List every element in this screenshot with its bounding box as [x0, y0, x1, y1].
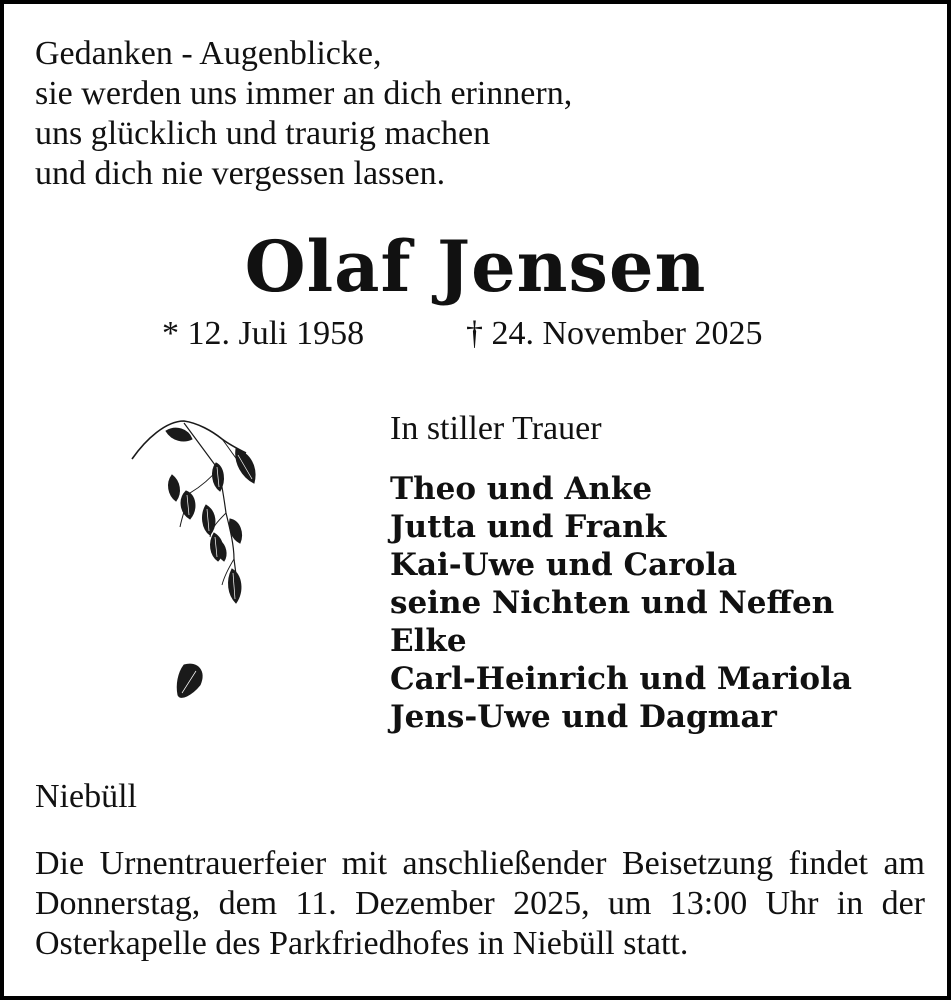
mourning-intro: In stiller Trauer	[390, 410, 602, 447]
mourner-name: seine Nichten und Neffen	[390, 585, 835, 621]
mourner-name: Carl-Heinrich und Mariola	[390, 661, 852, 697]
poem	[35, 34, 572, 194]
poem-line: Gedanken - Augenblicke,	[35, 35, 382, 72]
deceased-name: Olaf Jensen	[244, 225, 707, 308]
poem-line: und dich nie vergessen lassen.	[35, 155, 446, 192]
poem-line: sie werden uns immer an dich erinnern,	[35, 75, 573, 112]
place-name: Niebüll	[35, 778, 137, 815]
mourner-name: Jutta und Frank	[390, 509, 667, 545]
birth-date: * 12. Juli 1958	[162, 315, 365, 352]
mourner-list	[390, 470, 852, 736]
death-date: † 24. November 2025	[466, 315, 763, 352]
birch-branch-icon	[126, 409, 276, 729]
mourner-name: Jens-Uwe und Dagmar	[390, 699, 777, 735]
ceremony-text: Die Urnentrauerfeier mit anschließender Beisetzung findet am Donnerstag, dem 11. Dezember 2025, um 13:00 Uhr in der Osterkapelle des Parkfriedhofes in Niebüll statt.	[35, 845, 925, 962]
mourner-name: Theo und Anke	[390, 471, 653, 507]
mourner-name: Elke	[390, 623, 467, 659]
poem-line: uns glücklich und traurig machen	[35, 115, 491, 152]
mourner-name: Kai-Uwe und Carola	[390, 547, 738, 583]
